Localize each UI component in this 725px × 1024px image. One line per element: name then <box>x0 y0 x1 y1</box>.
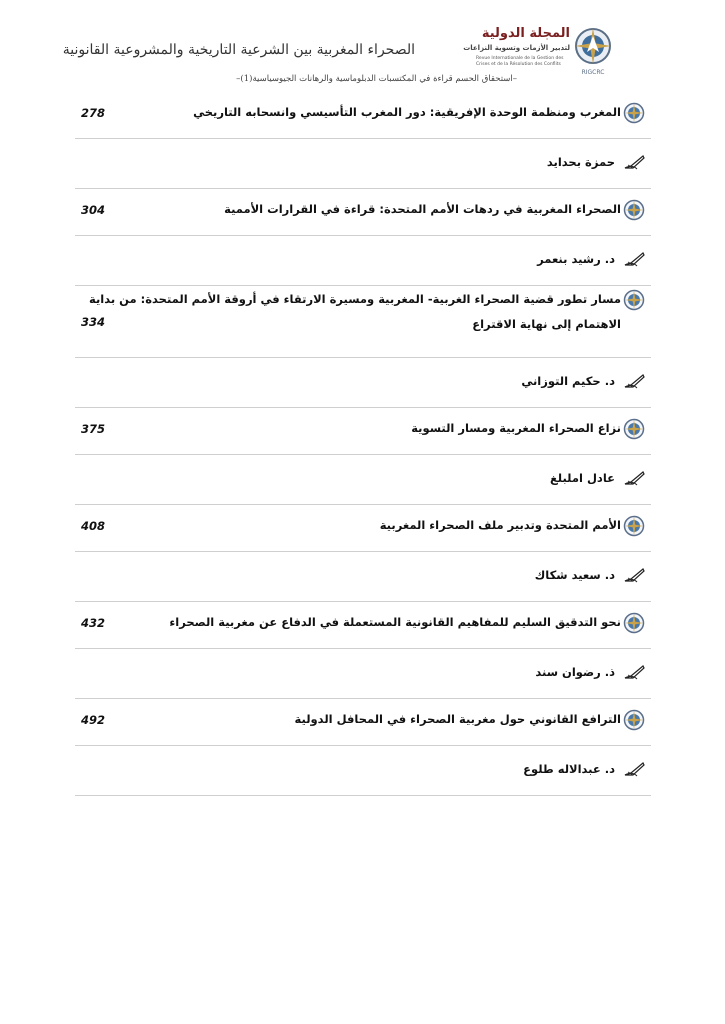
compass-bullet-icon <box>623 418 645 440</box>
toc-author-row <box>75 649 651 699</box>
author-name: د. حكيم التوزاني <box>521 374 615 388</box>
toc-title-row <box>75 602 651 649</box>
toc-author-row <box>75 236 651 286</box>
toc-title-row <box>75 505 651 552</box>
logo-emblem-text: RIGCRC <box>581 69 605 76</box>
page-number: 334 <box>81 315 106 329</box>
page-number: 375 <box>81 422 106 436</box>
toc-author-row <box>75 455 651 505</box>
article-title: الصحراء المغربية في ردهات الأمم المتحدة: قراءة في القرارات الأممية <box>224 202 621 216</box>
author-name: ذ. رضوان سند <box>535 665 615 679</box>
page-number: 408 <box>81 519 106 533</box>
page-number: 278 <box>81 106 106 120</box>
toc-author-row <box>75 746 651 796</box>
toc-author-row <box>75 358 651 408</box>
toc-author-row <box>75 139 651 189</box>
article-title: الترافع القانوني حول مغربية الصحراء في المحافل الدولية <box>294 712 621 726</box>
toc-title-row <box>75 189 651 236</box>
toc-title-row <box>75 286 651 358</box>
compass-bullet-icon <box>623 515 645 537</box>
journal-subtitle: –استحقاق الحسم قراءة في المكتسبات الدبلوماسية والرهانات الجيوسياسية(1)– <box>236 74 517 84</box>
author-name: عادل املبلغ <box>549 471 615 485</box>
compass-bullet-icon <box>623 289 645 311</box>
pen-icon <box>623 154 645 170</box>
table-of-contents <box>75 92 651 796</box>
article-title: الأمم المتحدة وتدبير ملف الصحراء المغربية <box>379 518 621 532</box>
logo-title: المجلة الدولية <box>481 26 570 41</box>
pen-icon <box>623 664 645 680</box>
author-name: حمزة بحدايد <box>546 155 615 169</box>
compass-bullet-icon <box>623 612 645 634</box>
compass-bullet-icon <box>623 102 645 124</box>
pen-icon <box>623 761 645 777</box>
pen-icon <box>623 470 645 486</box>
page-number: 432 <box>81 616 106 630</box>
pen-icon <box>623 567 645 583</box>
article-title: مسار تطور قضية الصحراء الغربية- المغربية ومسيرة الارتقاء في أروقة الأمم المتحدة: من بداية الاهتمام إلى نهاية الاقتراع <box>88 292 621 331</box>
page-number: 492 <box>81 713 106 727</box>
article-title: المغرب ومنظمة الوحدة الإفريقية: دور المغرب التأسيسي وانسحابه التاريخي <box>193 105 621 119</box>
page-number: 304 <box>81 203 106 217</box>
compass-bullet-icon <box>623 709 645 731</box>
toc-title-row <box>75 92 651 139</box>
pen-icon <box>623 373 645 389</box>
journal-title: الصحراء المغربية بين الشرعية التاريخية والمشروعية القانونية <box>62 42 415 58</box>
author-name: د. رشيد بنعمر <box>537 252 615 266</box>
article-title: نحو التدقيق السليم للمفاهيم القانونية المستعملة في الدفاع عن مغربية الصحراء <box>169 615 621 629</box>
logo-subtitle-fr: Revue Internationale de la Gestion des Crises et de la Résolution des Conflits <box>476 56 564 67</box>
toc-author-row <box>75 552 651 602</box>
journal-logo <box>463 22 616 82</box>
pen-icon <box>623 251 645 267</box>
compass-emblem-icon <box>572 22 614 78</box>
logo-subtitle: لتدبير الأزمات وتسوية النزاعات <box>463 44 570 52</box>
page-header <box>0 0 725 100</box>
article-title: نزاع الصحراء المغربية ومسار التسوية <box>411 421 621 435</box>
author-name: د. سعيد شكاك <box>534 568 615 582</box>
author-name: د. عبدالاله طلوع <box>523 762 615 776</box>
compass-bullet-icon <box>623 199 645 221</box>
toc-title-row <box>75 408 651 455</box>
toc-title-row <box>75 699 651 746</box>
